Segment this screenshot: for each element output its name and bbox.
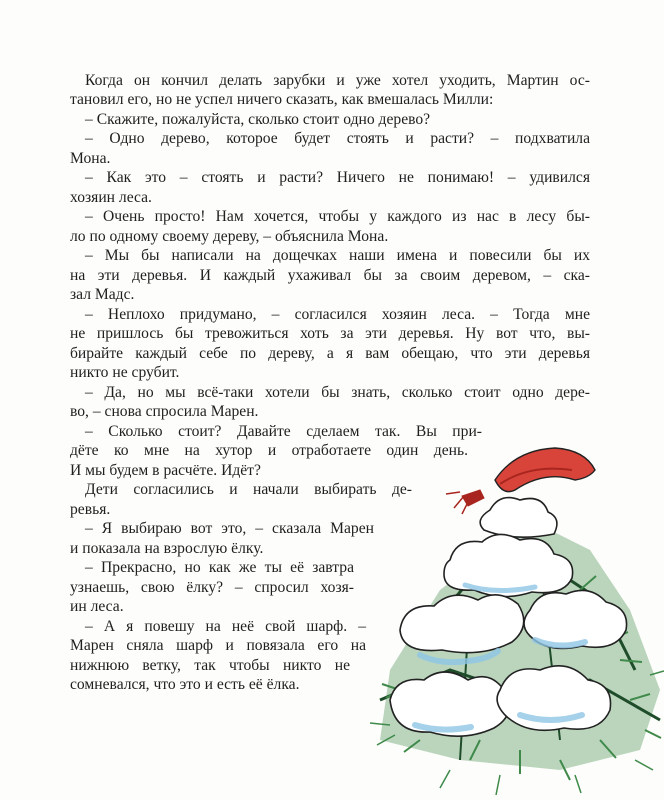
text-line: ревья.: [70, 501, 111, 518]
text-line: во, – снова спросила Марен.: [70, 403, 259, 420]
text-line: узнаешь, свою ёлку? – спросил хозя-: [70, 579, 354, 596]
text-line: ин леса.: [70, 598, 124, 615]
text-line: бирайте каждый себе по дереву, а я вам обещаю, что эти деревья: [70, 345, 590, 362]
text-line: – Я выбираю вот это, – сказала Марен: [85, 520, 374, 537]
text-line: – Сколько стоит? Давайте сделаем так. Вы при-: [85, 423, 482, 440]
text-line: Когда он кончил делать зарубки и уже хотел уходить, Мартин ос-: [85, 72, 590, 89]
text-line: – Одно дерево, которое будет стоять и расти? – подхватила: [85, 130, 590, 147]
text-line: тановил его, но не успел ничего сказать, как вмешалась Милли:: [70, 91, 494, 108]
text-line: зал Мадс.: [70, 286, 135, 303]
text-line: – Очень просто! Нам хочется, чтобы у каждого из нас в лесу бы-: [85, 208, 590, 225]
text-line: – Мы бы написали на дощечках наши имена и повесили бы их: [85, 247, 590, 264]
text-line: – Неплохо придумано, – согласился хозяин леса. – Тогда мне: [85, 306, 590, 323]
text-line: хозяин леса.: [70, 189, 152, 206]
text-line: Дети согласились и начали выбирать де-: [85, 481, 412, 498]
text-line: – Да, но мы всё-таки хотели бы знать, сколько стоит одно дере-: [85, 384, 590, 401]
text-line: – Скажите, пожалуйста, сколько стоит одно дерево?: [85, 111, 431, 128]
text-line: не пришлось бы тревожиться хоть за эти деревья. Ну вот что, вы-: [70, 325, 590, 342]
text-line: сомневался, что это и есть её ёлка.: [70, 676, 300, 693]
fir-tree-illustration: [360, 440, 664, 800]
text-line: на эти деревья. И каждый ухаживал бы за своим деревом, – ска-: [70, 267, 590, 284]
text-line: нижнюю ветку, так чтобы никто не: [70, 657, 350, 674]
text-line: и показала на взрослую ёлку.: [70, 540, 264, 557]
text-line: Мона.: [70, 150, 111, 167]
text-line: – А я повешу на неё свой шарф. –: [85, 618, 366, 635]
text-line: Марен сняла шарф и повязала его на: [70, 637, 366, 654]
text-line: – Прекрасно, но как же ты её завтра: [85, 559, 354, 576]
snow-clumps: [390, 498, 627, 737]
text-line: И мы будем в расчёте. Идёт?: [70, 462, 261, 479]
text-line: – Как это – стоять и расти? Ничего не понимаю! – удивился: [85, 169, 590, 186]
text-line: никто не срубит.: [70, 364, 180, 381]
text-line: ло по одному своему дереву, – объяснила Мона.: [70, 228, 389, 245]
text-line: дёте ко мне на хутор и отработаете один день.: [70, 442, 468, 459]
